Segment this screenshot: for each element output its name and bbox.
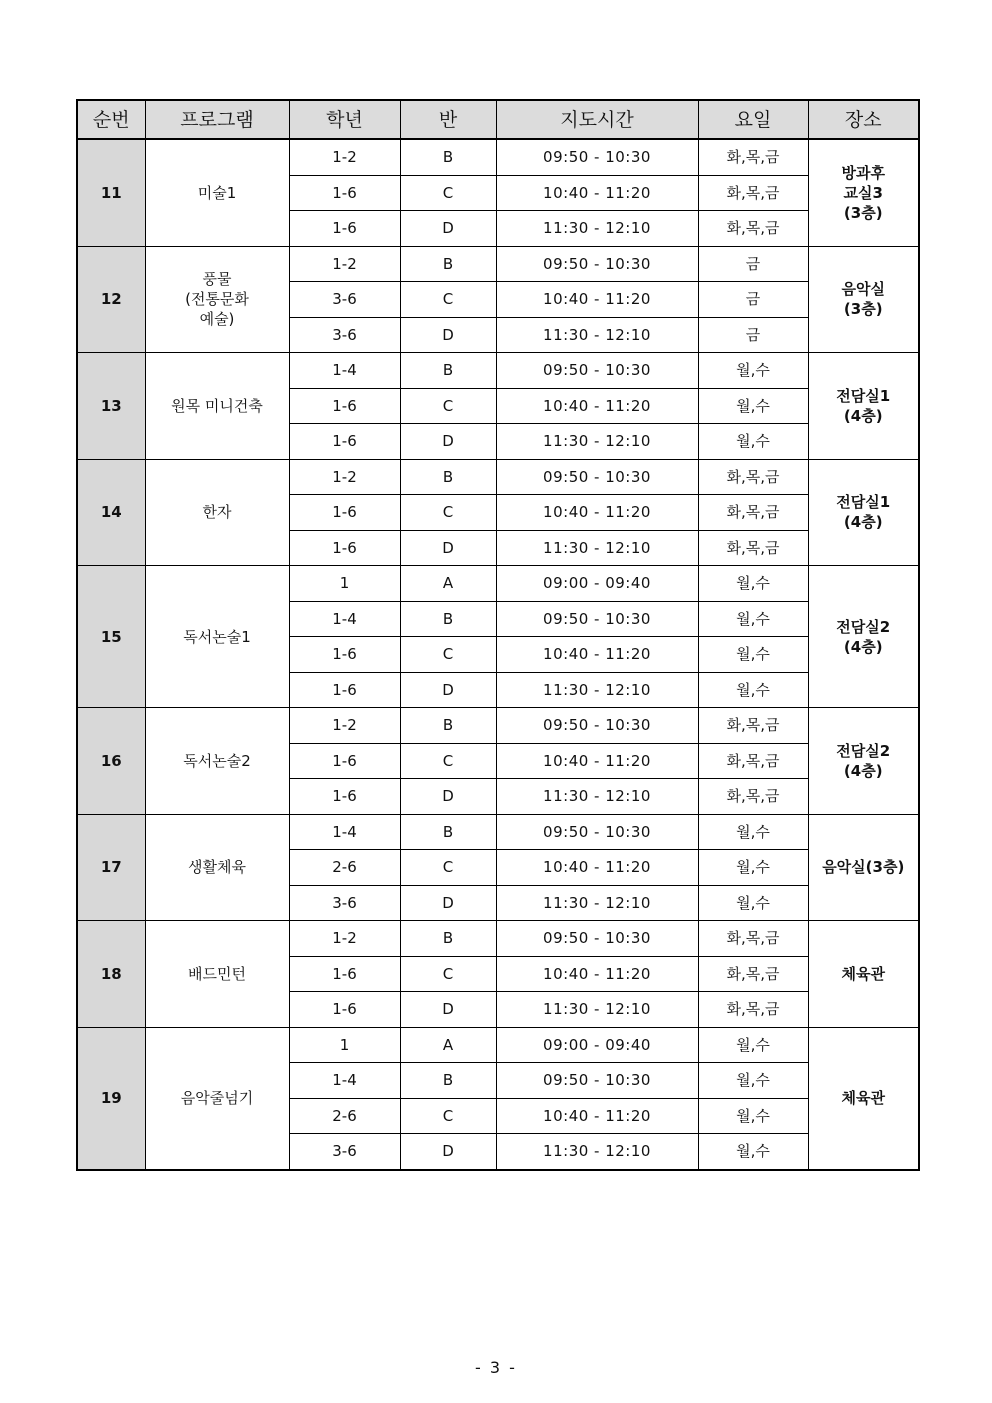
place-line: 체육관 [841,1089,885,1107]
time-cell: 11:30 - 12:10 [496,992,698,1028]
place-line: (4층) [843,513,883,532]
class-cell: C [400,743,496,779]
place-line: (3층) [843,300,883,319]
time-cell: 09:50 - 10:30 [496,459,698,495]
table-row [77,708,919,744]
time-cell: 11:30 - 12:10 [496,317,698,353]
days-cell: 월,수 [698,353,808,389]
place-cell [808,708,919,815]
days-cell: 월,수 [698,850,808,886]
time-cell: 10:40 - 11:20 [496,495,698,531]
grade-cell: 3-6 [289,282,400,318]
grade-cell: 2-6 [289,1098,400,1134]
program-name [145,459,289,566]
time-cell: 09:50 - 10:30 [496,353,698,389]
place-line: 전담실1 [836,493,891,512]
days-cell: 화,목,금 [698,956,808,992]
place-cell [808,246,919,353]
grade-cell: 2-6 [289,850,400,886]
program-name-line: 생활체육 [188,858,246,877]
time-cell: 11:30 - 12:10 [496,885,698,921]
place-line: (4층) [843,761,883,780]
table-row [77,921,919,957]
program-number: 13 [77,353,145,460]
header-class: 반 [400,100,496,139]
class-cell: B [400,1063,496,1099]
days-cell: 월,수 [698,637,808,673]
class-cell: D [400,779,496,815]
program-name-line: 독서논술1 [183,627,251,646]
grade-cell: 1-6 [289,743,400,779]
days-cell: 화,목,금 [698,992,808,1028]
time-cell: 09:50 - 10:30 [496,601,698,637]
program-name [145,814,289,921]
grade-cell: 1-2 [289,708,400,744]
class-cell: D [400,885,496,921]
grade-cell: 1-4 [289,1063,400,1099]
program-number: 16 [77,708,145,815]
program-number: 11 [77,139,145,246]
place-line: 음악실(3층) [822,858,905,877]
program-number: 17 [77,814,145,921]
time-cell: 11:30 - 12:10 [496,530,698,566]
class-cell: B [400,601,496,637]
time-cell: 09:50 - 10:30 [496,708,698,744]
place-cell [808,566,919,708]
class-cell: B [400,353,496,389]
time-cell: 10:40 - 11:20 [496,743,698,779]
days-cell: 화,목,금 [698,139,808,175]
table-row [77,1027,919,1063]
grade-cell: 1-6 [289,672,400,708]
days-cell: 월,수 [698,601,808,637]
grade-cell: 1-4 [289,353,400,389]
place-cell [808,353,919,460]
class-cell: C [400,388,496,424]
grade-cell: 1-6 [289,388,400,424]
schedule-body [77,139,919,1170]
class-cell: B [400,459,496,495]
time-cell: 11:30 - 12:10 [496,779,698,815]
time-cell: 10:40 - 11:20 [496,1098,698,1134]
grade-cell: 1-6 [289,424,400,460]
table-row [77,459,919,495]
program-number: 12 [77,246,145,353]
days-cell: 화,목,금 [698,779,808,815]
days-cell: 월,수 [698,672,808,708]
program-name-line: 풍물 [202,270,232,289]
program-name-line: 미술1 [197,183,237,202]
table-row [77,139,919,175]
grade-cell: 1-2 [289,139,400,175]
days-cell: 월,수 [698,424,808,460]
place-line: 전담실1 [836,386,891,405]
days-cell: 화,목,금 [698,743,808,779]
class-cell: B [400,246,496,282]
days-cell: 월,수 [698,814,808,850]
time-cell: 09:50 - 10:30 [496,1063,698,1099]
program-name-line: 독서논술2 [183,751,251,770]
days-cell: 월,수 [698,1027,808,1063]
days-cell: 금 [698,317,808,353]
class-cell: A [400,1027,496,1063]
place-line: 전담실2 [836,617,891,636]
program-name [145,246,289,353]
place-line: (4층) [843,637,883,656]
days-cell: 월,수 [698,1063,808,1099]
days-cell: 월,수 [698,885,808,921]
place-line: 전담실2 [836,741,891,760]
program-name-line: 한자 [202,503,232,522]
place-line: 교실3 [843,183,883,202]
program-name [145,1027,289,1170]
grade-cell: 3-6 [289,885,400,921]
grade-cell: 3-6 [289,1134,400,1170]
class-cell: B [400,814,496,850]
time-cell: 10:40 - 11:20 [496,850,698,886]
place-line: (4층) [843,406,883,425]
time-cell: 09:50 - 10:30 [496,246,698,282]
program-name [145,921,289,1028]
time-cell: 11:30 - 12:10 [496,424,698,460]
days-cell: 월,수 [698,566,808,602]
program-name [145,353,289,460]
place-cell [808,921,919,1028]
class-cell: D [400,211,496,247]
header-row [77,100,919,139]
header-place: 장소 [808,100,919,139]
header-grade: 학년 [289,100,400,139]
class-cell: D [400,1134,496,1170]
time-cell: 10:40 - 11:20 [496,175,698,211]
place-line: (3층) [843,203,883,222]
table-row [77,814,919,850]
place-line: 방과후 [841,163,885,182]
days-cell: 월,수 [698,1134,808,1170]
class-cell: C [400,637,496,673]
time-cell: 09:50 - 10:30 [496,814,698,850]
class-cell: D [400,530,496,566]
program-name [145,708,289,815]
program-name-line: 원목 미니건축 [171,396,263,415]
time-cell: 09:00 - 09:40 [496,1027,698,1063]
place-cell [808,1027,919,1170]
grade-cell: 1-2 [289,921,400,957]
grade-cell: 3-6 [289,317,400,353]
program-number: 15 [77,566,145,708]
class-cell: C [400,282,496,318]
grade-cell: 1-6 [289,175,400,211]
grade-cell: 1 [289,566,400,602]
grade-cell: 1-2 [289,459,400,495]
schedule-table [76,99,920,1171]
place-cell [808,459,919,566]
grade-cell: 1 [289,1027,400,1063]
class-cell: B [400,708,496,744]
program-name [145,566,289,708]
grade-cell: 1-6 [289,992,400,1028]
class-cell: C [400,956,496,992]
class-cell: D [400,317,496,353]
program-number: 18 [77,921,145,1028]
program-name-line: 배드민턴 [188,964,246,983]
header-time: 지도시간 [496,100,698,139]
class-cell: A [400,566,496,602]
place-cell [808,814,919,921]
days-cell: 화,목,금 [698,459,808,495]
place-line: 체육관 [841,964,885,983]
days-cell: 화,목,금 [698,708,808,744]
time-cell: 09:50 - 10:30 [496,139,698,175]
days-cell: 화,목,금 [698,175,808,211]
grade-cell: 1-6 [289,956,400,992]
table-row [77,353,919,389]
header-program: 프로그램 [145,100,289,139]
grade-cell: 1-6 [289,211,400,247]
grade-cell: 1-6 [289,530,400,566]
days-cell: 화,목,금 [698,530,808,566]
grade-cell: 1-4 [289,814,400,850]
class-cell: C [400,1098,496,1134]
days-cell: 화,목,금 [698,921,808,957]
grade-cell: 1-6 [289,637,400,673]
days-cell: 화,목,금 [698,211,808,247]
class-cell: D [400,672,496,708]
class-cell: C [400,175,496,211]
place-line: 음악실 [841,280,885,299]
grade-cell: 1-4 [289,601,400,637]
program-name-line: 음악줄넘기 [180,1089,254,1107]
days-cell: 금 [698,246,808,282]
time-cell: 10:40 - 11:20 [496,388,698,424]
page-number: - 3 - [475,1358,517,1377]
days-cell: 월,수 [698,388,808,424]
time-cell: 11:30 - 12:10 [496,211,698,247]
place-cell [808,139,919,246]
header-num: 순번 [77,100,145,139]
time-cell: 09:50 - 10:30 [496,921,698,957]
time-cell: 11:30 - 12:10 [496,1134,698,1170]
days-cell: 월,수 [698,1098,808,1134]
program-name-line: 예술) [199,310,235,329]
time-cell: 10:40 - 11:20 [496,637,698,673]
table-row [77,246,919,282]
grade-cell: 1-6 [289,495,400,531]
class-cell: D [400,424,496,460]
grade-cell: 1-2 [289,246,400,282]
grade-cell: 1-6 [289,779,400,815]
class-cell: C [400,495,496,531]
time-cell: 10:40 - 11:20 [496,956,698,992]
program-number: 19 [77,1027,145,1170]
class-cell: D [400,992,496,1028]
time-cell: 11:30 - 12:10 [496,672,698,708]
program-name [145,139,289,246]
time-cell: 09:00 - 09:40 [496,566,698,602]
days-cell: 화,목,금 [698,495,808,531]
table-row [77,566,919,602]
class-cell: B [400,921,496,957]
class-cell: C [400,850,496,886]
program-number: 14 [77,459,145,566]
program-name-line: (전통문화 [185,290,249,309]
class-cell: B [400,139,496,175]
time-cell: 10:40 - 11:20 [496,282,698,318]
days-cell: 금 [698,282,808,318]
header-days: 요일 [698,100,808,139]
